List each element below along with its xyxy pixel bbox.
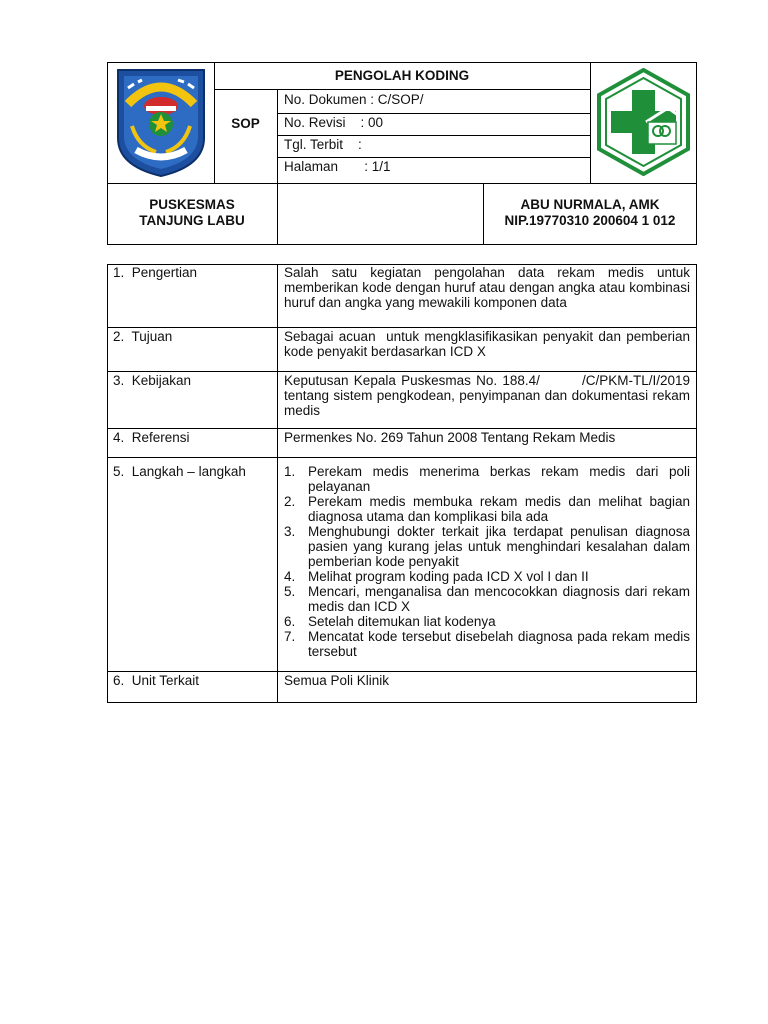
step-number: 2. — [284, 494, 296, 509]
divider — [107, 671, 697, 672]
section-label-unit-terkait: 6. Unit Terkait — [113, 673, 200, 688]
signer — [483, 197, 697, 229]
list-item — [284, 614, 690, 629]
section-text-pengertian: Salah satu kegiatan pengolahan data rekam medis untuk memberikan kode dengan huruf atau dengan angka atau kombinasi huruf dan angka yang mewakili komponen data — [284, 265, 690, 310]
step-text: Mencatat kode tersebut disebelah diagnosa pada rekam medis tersebut — [308, 629, 690, 659]
divider — [107, 428, 697, 429]
list-item — [284, 494, 690, 524]
divider — [277, 135, 590, 136]
issue-date: Tgl. Terbit : — [284, 137, 362, 152]
list-item — [284, 524, 690, 569]
page-number: Halaman : 1/1 — [284, 159, 391, 174]
section-text-unit-terkait: Semua Poli Klinik — [284, 673, 390, 688]
steps-list — [284, 464, 690, 659]
divider — [590, 62, 591, 183]
step-number: 5. — [284, 584, 296, 599]
step-text: Menghubungi dokter terkait jika terdapat penulisan diagnosa pasien yang kurang jelas untuk menghindari kesalahan dalam pemberian kode penyakit — [308, 524, 690, 569]
section-text-referensi: Permenkes No. 269 Tahun 2008 Tentang Rekam Medis — [284, 430, 616, 445]
divider — [214, 89, 590, 90]
section-label-kebijakan: 3. Kebijakan — [113, 373, 192, 388]
step-text: Melihat program koding pada ICD X vol I dan II — [308, 569, 589, 584]
section-label-referensi: 4. Referensi — [113, 430, 190, 445]
divider — [277, 264, 278, 703]
divider — [277, 157, 590, 158]
step-number: 7. — [284, 629, 296, 644]
step-text: Setelah ditemukan liat kodenya — [308, 614, 496, 629]
step-number: 4. — [284, 569, 296, 584]
document-title: PENGOLAH KODING — [334, 68, 470, 83]
section-label-tujuan: 2. Tujuan — [113, 329, 173, 344]
step-text: Mencari, menganalisa dan mencocokkan diagnosis dari rekam medis dan ICD X — [308, 584, 690, 614]
list-item — [284, 464, 690, 494]
section-label-pengertian: 1. Pengertian — [113, 265, 198, 280]
divider — [107, 183, 697, 184]
section-label-langkah: 5. Langkah – langkah — [113, 464, 246, 479]
step-number: 6. — [284, 614, 296, 629]
revision-number: No. Revisi : 00 — [284, 115, 384, 130]
signer-name: ABU NURMALA, AMK — [520, 197, 660, 212]
divider — [107, 371, 697, 372]
org-name-line1: PUSKESMAS — [149, 197, 235, 212]
org-name — [107, 197, 277, 229]
sop-label: SOP — [231, 116, 260, 131]
section-text-kebijakan: Keputusan Kepala Puskesmas No. 188.4/ /C/PKM-TL/I/2019 tentang sistem pengkodean, penyimpanan dan dokumentasi rekam medis — [284, 373, 694, 418]
section-text-tujuan: Sebagai acuan untuk mengklasifikasikan penyakit dan pemberian kode penyakit berdasarkan ICD X — [284, 329, 694, 359]
doc-number: No. Dokumen : C/SOP/ — [284, 92, 424, 107]
step-number: 3. — [284, 524, 296, 539]
divider — [107, 457, 697, 458]
regency-logo — [112, 66, 210, 178]
step-text: Perekam medis membuka rekam medis dan melihat bagian diagnosa utama dan komplikasi bila ada — [308, 494, 690, 524]
list-item — [284, 584, 690, 614]
puskesmas-logo — [594, 68, 693, 176]
org-name-line2: TANJUNG LABU — [139, 213, 245, 228]
step-number: 1. — [284, 464, 296, 479]
divider — [277, 113, 590, 114]
signer-nip: NIP.19770310 200604 1 012 — [504, 213, 676, 228]
divider — [107, 327, 697, 328]
step-text: Perekam medis menerima berkas rekam medis dari poli pelayanan — [308, 464, 690, 494]
list-item — [284, 569, 690, 584]
list-item — [284, 629, 690, 659]
